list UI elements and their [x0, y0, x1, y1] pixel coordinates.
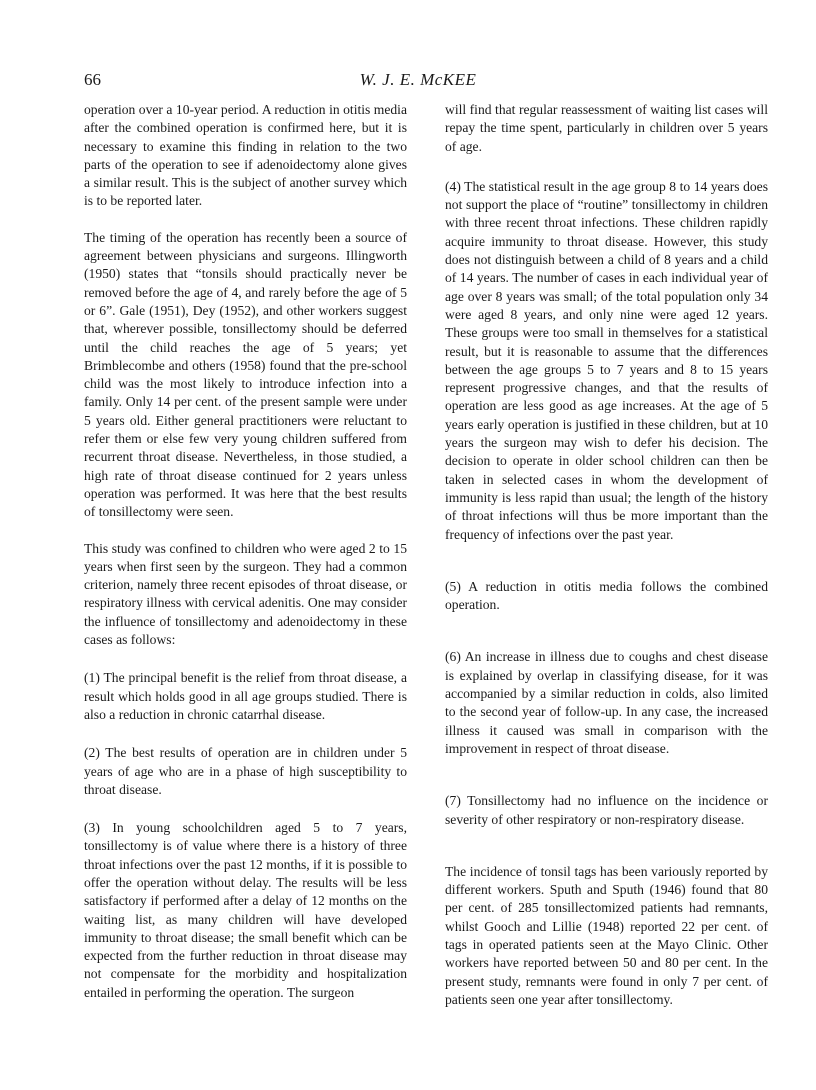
- paragraph: The timing of the operation has recently been a source of agreement between physicians and surgeons. Illingworth (1950) states that “tonsils should practically never be removed before the age of 4, and rarely before the age of 5 or 6”. Gale (1951), Dey (1952), and other workers suggest that, wherever possible, tonsillectomy should be deferred until the child reaches the age of 5 years; yet Brimblecombe and others (1958) found that the pre-school child was the most likely to introduce infection into a family. Only 14 per cent. of the present sample were under 5 years old. Either general practitioners were reluctant to refer them or else few very young children suffered from recurrent throat disease. Nevertheless, in those studied, a high rate of throat disease continued for 2 years unless operation was performed. It was here that the best results of tonsillectomy were seen.: [84, 229, 407, 520]
- paragraph: operation over a 10-year period. A reduction in otitis media after the combined operation is confirmed here, but it is necessary to examine this finding in relation to the two parts of the operation to see if adenoidectomy alone gives a similar result. This is the subject of another survey which is to be reported later.: [84, 102, 407, 209]
- paragraph: (2) The best results of operation are in children under 5 years of age who are in a phase of high susceptibility to throat disease.: [84, 745, 407, 797]
- paragraph: (7) Tonsillectomy had no influence on the incidence or severity of other respiratory or non-respiratory disease.: [445, 793, 768, 827]
- paragraph: This study was confined to children who were aged 2 to 15 years when first seen by the surgeon. They had a common criterion, namely three recent episodes of throat disease, or respiratory illness with cervical adenitis. One may consider the influence of tonsillectomy and adenoidectomy in these cases as follows:: [84, 540, 407, 648]
- paragraph: (4) The statistical result in the age group 8 to 14 years does not support the place of “routine” tonsillectomy in children with three recent throat infections. These children rapidly acquire immunity to throat disease. However, this study does not distinguish between a child of 8 years and a child of 14 years. The number of cases in each individual year of age over 8 years was small; of the total population only 34 were aged 8 years, and only nine were aged 12 years. These groups were too small in themselves for a statistical result, but it is reasonable to assume that the differences between the age groups 5 to 7 years and 8 to 15 years represent progressive changes, and that the results of operation are less good as age increases. At the age of 5 years early operation is justified in these children, but at 10 years the surgeon may wish to defer his decision. The decision to operate in older school children can then be taken in selected cases in whom the development of immunity is less rapid than usual; the length of the history of throat infections will thus be more important than the frequency of infections over the past year.: [445, 178, 768, 542]
- paragraph: (6) An increase in illness due to coughs and chest disease is explained by overlap in classifying disease, for it was accompanied by a similar reduction in colds, also limited to the second year of follow-up. In any case, the increased illness it caused was small in comparison with the improvement in respect of throat disease.: [445, 649, 768, 756]
- paragraph: (5) A reduction in otitis media follows the combined operation.: [445, 578, 768, 613]
- paragraph: The incidence of tonsil tags has been variously reported by different workers. Sputh and Sputh (1946) found that 80 per cent. of 285 tonsillectomized patients had remnants, whilst Gooch and Lillie (1948) reported 22 per cent. of tags in operated patients seen at the Mayo Clinic. Other workers have reported between 50 and 80 per cent. In the present study, remnants were found in only 7 per cent. of patients seen one year after tonsillectomy.: [445, 863, 768, 1007]
- page-number: 66: [84, 70, 101, 89]
- running-head: W. J. E. McKEE: [359, 70, 477, 89]
- paragraph: (1) The principal benefit is the relief from throat disease, a result which holds good in all age groups studied. There is also a reduction in chronic catarrhal disease.: [84, 670, 407, 722]
- page-header: [84, 70, 752, 94]
- right-column: [445, 101, 768, 1009]
- paragraph: will find that regular reassessment of waiting list cases will repay the time spent, particularly in children over 5 years of age.: [445, 102, 768, 154]
- paragraph: (3) In young schoolchildren aged 5 to 7 years, tonsillectomy is of value where there is a history of three throat infections over the past 12 months, if it is possible to offer the operation without delay. The results will be less satisfactory if performed after a delay of 12 months on the waiting list, as many children will have developed immunity to throat disease; the small benefit which can be expected from the further reduction in throat disease may not compensate for the morbidity and hospitalization entailed in performing the operation. The surgeon: [84, 820, 407, 1000]
- left-column: [84, 101, 407, 1002]
